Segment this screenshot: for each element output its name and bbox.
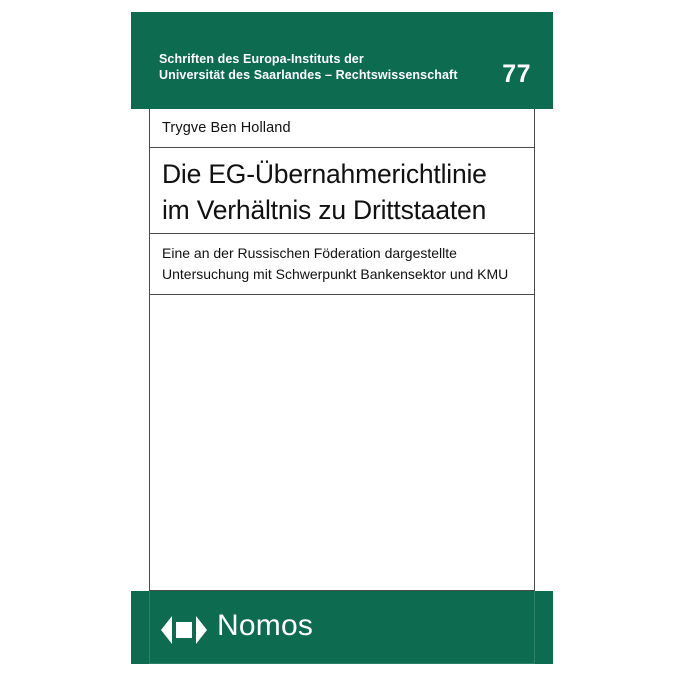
series-band xyxy=(131,12,553,109)
book-title-line-2: im Verhältnis zu Drittstaaten xyxy=(162,195,487,225)
series-title-line-2: Universität des Saarlandes – Rechtswissenschaft xyxy=(159,68,458,82)
cover-body xyxy=(149,109,535,591)
book-subtitle-line-1: Eine an der Russischen Föderation dargestellte xyxy=(162,245,457,261)
series-title xyxy=(159,51,459,83)
volume-number: 77 xyxy=(502,60,531,88)
book-cover xyxy=(131,12,553,664)
book-subtitle-line-2: Untersuchung mit Schwerpunkt Bankensektor und KMU xyxy=(162,266,509,282)
series-title-line-1: Schriften des Europa-Instituts der xyxy=(159,52,364,66)
publisher-band xyxy=(131,591,553,664)
book-subtitle xyxy=(162,243,528,285)
nomos-diamond-icon xyxy=(161,613,207,647)
author-name: Trygve Ben Holland xyxy=(162,120,291,136)
publisher-name: Nomos xyxy=(217,609,314,642)
divider-after-subtitle xyxy=(150,294,534,295)
divider-after-author xyxy=(150,147,534,148)
book-title-line-1: Die EG-Übernahmerichtlinie xyxy=(162,159,487,189)
book-title xyxy=(162,156,528,228)
divider-after-title xyxy=(150,233,534,234)
